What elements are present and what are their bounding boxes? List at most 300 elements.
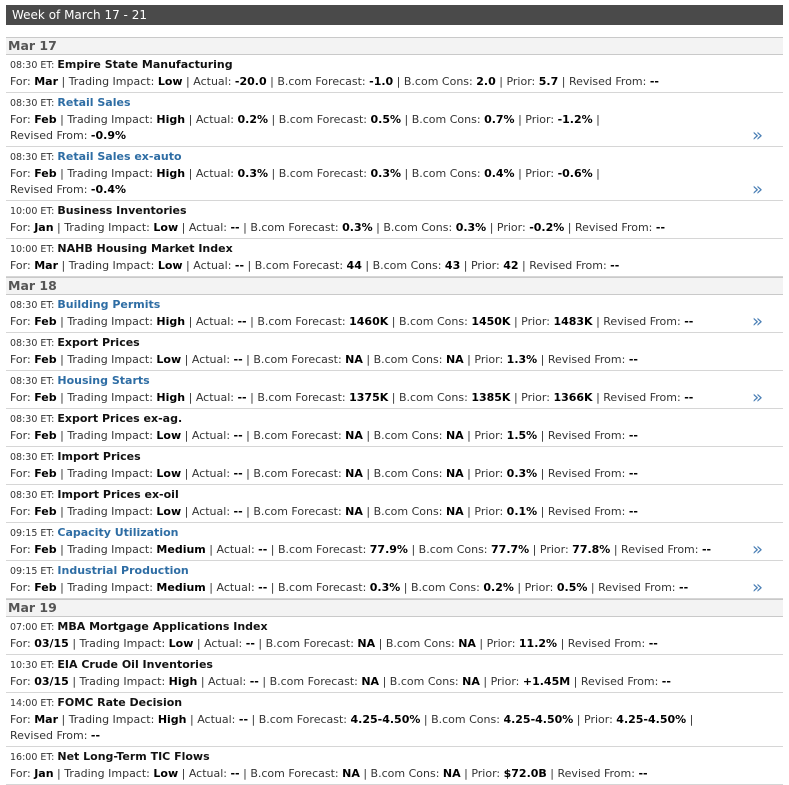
prior-label: Prior: — [490, 675, 523, 688]
forecast-value: 0.3% — [370, 167, 401, 180]
day-header: Mar 17 — [6, 37, 783, 55]
forecast-label: B.com Forecast: — [269, 675, 362, 688]
revised-label: Revised From: — [580, 675, 662, 688]
impact-label: Trading Impact: — [67, 167, 157, 180]
event-title-line — [10, 57, 739, 74]
revised-label: Revised From: — [529, 259, 611, 272]
cons-label: B.com Cons: — [372, 259, 445, 272]
revised-label: Revised From: — [568, 75, 650, 88]
forecast-label: B.com Forecast: — [278, 543, 370, 556]
for-value: Feb — [34, 543, 57, 556]
forecast-label: B.com Forecast: — [258, 713, 351, 726]
prior-label: Prior: — [525, 113, 558, 126]
event-title-line — [10, 203, 739, 220]
actual-label: Actual: — [188, 221, 231, 234]
revised-value: -- — [661, 675, 671, 688]
revised-value: -- — [684, 391, 694, 404]
event-row — [6, 333, 783, 371]
impact-label: Trading Impact: — [68, 75, 158, 88]
revised-value: -- — [649, 75, 659, 88]
actual-value: -- — [233, 467, 243, 480]
event-details: For: Feb | Trading Impact: Medium | Actual: -- | B.com Forecast: 77.9% | B.com Cons: 77.7% | Prior: 77.8% | Revised From: -- — [10, 543, 712, 556]
prior-label: Prior: — [474, 467, 507, 480]
consensus-value: 2.0 — [476, 75, 496, 88]
for-label: For: — [10, 581, 35, 594]
event-time: 10:30 ET: — [10, 660, 58, 671]
event-time: 08:30 ET: — [10, 490, 58, 501]
for-label: For: — [10, 505, 35, 518]
event-name: EIA Crude Oil Inventories — [57, 658, 213, 671]
revised-value: -- — [628, 353, 638, 366]
consensus-value: NA — [442, 767, 461, 780]
impact-value: Medium — [156, 581, 206, 594]
actual-label: Actual: — [191, 467, 234, 480]
impact-value: Medium — [156, 543, 206, 556]
revised-label: Revised From: — [547, 429, 629, 442]
impact-value: Low — [157, 75, 183, 88]
for-label: For: — [10, 221, 35, 234]
consensus-value: 0.3% — [455, 221, 487, 234]
impact-label: Trading Impact: — [67, 543, 157, 556]
revised-label: Revised From: — [603, 391, 685, 404]
revised-label: Revised From: — [547, 505, 629, 518]
forecast-value: NA — [357, 637, 376, 650]
impact-label: Trading Impact: — [64, 221, 154, 234]
forecast-label: B.com Forecast: — [257, 315, 350, 328]
for-label: For: — [10, 259, 35, 272]
actual-label: Actual: — [191, 505, 234, 518]
forecast-value: 44 — [346, 259, 362, 272]
impact-label: Trading Impact: — [67, 467, 157, 480]
event-name[interactable]: Capacity Utilization — [57, 526, 179, 539]
event-row — [6, 55, 783, 93]
cons-label: B.com Cons: — [370, 767, 443, 780]
forecast-label: B.com Forecast: — [257, 391, 350, 404]
revised-label: Revised From: — [557, 767, 639, 780]
event-row — [6, 295, 783, 333]
cons-label: B.com Cons: — [373, 353, 446, 366]
impact-value: Low — [156, 467, 182, 480]
event-title-line — [10, 525, 739, 542]
event-details: For: Mar | Trading Impact: Low | Actual: -- | B.com Forecast: 44 | B.com Cons: 43 | Prior: 42 | Revised From: -- — [10, 259, 620, 272]
impact-label: Trading Impact: — [67, 391, 157, 404]
cons-label: B.com Cons: — [411, 113, 485, 126]
cons-label: B.com Cons: — [398, 391, 472, 404]
cons-label: B.com Cons: — [411, 581, 484, 594]
revised-label: Revised From: — [547, 467, 629, 480]
impact-label: Trading Impact: — [79, 675, 169, 688]
actual-value: -- — [230, 767, 240, 780]
for-label: For: — [10, 315, 35, 328]
more-details-icon[interactable]: » — [751, 311, 763, 332]
revised-label: Revised From: — [10, 729, 91, 742]
actual-value: -- — [258, 581, 268, 594]
prior-label: Prior: — [496, 221, 530, 234]
consensus-value: NA — [458, 637, 476, 650]
impact-label: Trading Impact: — [67, 353, 157, 366]
event-time: 08:30 ET: — [10, 152, 58, 163]
impact-value: High — [156, 113, 186, 126]
event-row — [6, 93, 783, 147]
event-row — [6, 485, 783, 523]
event-name: Business Inventories — [57, 204, 187, 217]
forecast-value: 77.9% — [369, 543, 408, 556]
actual-value: -- — [230, 221, 240, 234]
prior-label: Prior: — [584, 713, 617, 726]
actual-label: Actual: — [188, 767, 231, 780]
for-value: Jan — [34, 767, 54, 780]
forecast-value: 0.3% — [369, 581, 401, 594]
consensus-value: NA — [445, 353, 464, 366]
revised-label: Revised From: — [547, 353, 629, 366]
actual-value: -20.0 — [234, 75, 267, 88]
event-title-line — [10, 149, 739, 166]
event-time: 10:00 ET: — [10, 206, 58, 217]
prior-value: 11.2% — [518, 637, 558, 650]
prior-value: 5.7 — [538, 75, 559, 88]
impact-value: Low — [157, 259, 183, 272]
prior-label: Prior: — [521, 315, 554, 328]
event-details: For: Feb | Trading Impact: High | Actual: 0.2% | B.com Forecast: 0.5% | B.com Cons: 0.7% | Prior: -1.2% | Revised From: -0.9% — [10, 113, 600, 142]
event-title-line — [10, 373, 739, 390]
impact-label: Trading Impact: — [67, 429, 157, 442]
event-time: 10:00 ET: — [10, 244, 58, 255]
prior-value: 0.3% — [506, 467, 538, 480]
revised-value: -- — [638, 767, 648, 780]
prior-label: Prior: — [474, 429, 507, 442]
event-time: 08:30 ET: — [10, 60, 58, 71]
revised-label: Revised From: — [603, 315, 685, 328]
impact-value: High — [156, 391, 186, 404]
prior-value: -1.2% — [557, 113, 593, 126]
more-details-icon[interactable]: » — [751, 179, 763, 200]
actual-label: Actual: — [216, 543, 259, 556]
forecast-value: NA — [345, 429, 363, 442]
event-details: For: Mar | Trading Impact: High | Actual: -- | B.com Forecast: 4.25-4.50% | B.com Cons: 4.25-4.50% | Prior: 4.25-4.50% | Revised From: -- — [10, 713, 694, 742]
for-label: For: — [10, 467, 35, 480]
event-name[interactable]: Building Permits — [57, 298, 161, 311]
cons-label: B.com Cons: — [431, 713, 504, 726]
consensus-value: 0.7% — [484, 113, 515, 126]
event-time: 16:00 ET: — [10, 752, 58, 763]
revised-label: Revised From: — [598, 581, 679, 594]
impact-label: Trading Impact: — [67, 315, 157, 328]
for-label: For: — [10, 353, 35, 366]
event-details: For: 03/15 | Trading Impact: Low | Actual: -- | B.com Forecast: NA | B.com Cons: NA | Prior: 11.2% | Revised From: -- — [10, 637, 658, 650]
for-label: For: — [10, 75, 35, 88]
prior-label: Prior: — [486, 637, 519, 650]
for-label: For: — [10, 675, 35, 688]
forecast-value: NA — [345, 353, 363, 366]
for-value: Feb — [34, 167, 57, 180]
event-row — [6, 147, 783, 201]
for-label: For: — [10, 713, 35, 726]
prior-value: 0.5% — [556, 581, 588, 594]
consensus-value: 1385K — [471, 391, 511, 404]
event-row — [6, 693, 783, 747]
actual-label: Actual: — [193, 259, 235, 272]
for-label: For: — [10, 113, 35, 126]
impact-label: Trading Impact: — [79, 637, 169, 650]
actual-label: Actual: — [193, 75, 235, 88]
prior-label: Prior: — [525, 167, 558, 180]
cons-label: B.com Cons: — [383, 221, 456, 234]
actual-label: Actual: — [195, 391, 238, 404]
revised-value: -- — [655, 221, 666, 234]
more-details-icon[interactable]: » — [751, 539, 763, 560]
prior-value: $72.0B — [503, 767, 547, 780]
actual-value: -- — [233, 353, 243, 366]
event-time: 09:15 ET: — [10, 566, 58, 577]
revised-value: -- — [628, 467, 638, 480]
for-label: For: — [10, 637, 35, 650]
for-value: Feb — [34, 315, 57, 328]
forecast-label: B.com Forecast: — [253, 353, 346, 366]
event-time: 08:30 ET: — [10, 376, 58, 387]
cons-label: B.com Cons: — [398, 315, 472, 328]
revised-value: -- — [701, 543, 712, 556]
more-details-icon[interactable]: » — [751, 577, 763, 598]
forecast-label: B.com Forecast: — [254, 259, 347, 272]
event-title-line — [10, 749, 739, 766]
more-details-icon[interactable]: » — [751, 387, 763, 408]
consensus-value: NA — [445, 429, 464, 442]
for-value: Jan — [34, 221, 54, 234]
impact-label: Trading Impact: — [67, 113, 157, 126]
cons-label: B.com Cons: — [418, 543, 492, 556]
consensus-value: NA — [445, 467, 464, 480]
forecast-label: B.com Forecast: — [250, 221, 343, 234]
event-details: For: Feb | Trading Impact: Low | Actual: -- | B.com Forecast: NA | B.com Cons: NA | Prior: 0.3% | Revised From: -- — [10, 467, 638, 480]
for-value: Feb — [34, 581, 57, 594]
impact-value: Low — [156, 505, 182, 518]
forecast-value: -1.0 — [369, 75, 394, 88]
forecast-label: B.com Forecast: — [253, 429, 346, 442]
event-name: MBA Mortgage Applications Index — [57, 620, 268, 633]
revised-value: -- — [679, 581, 689, 594]
event-title-line — [10, 241, 739, 258]
event-title-line — [10, 619, 739, 636]
impact-value: High — [156, 315, 186, 328]
impact-value: High — [156, 167, 186, 180]
actual-label: Actual: — [195, 315, 238, 328]
prior-value: 77.8% — [572, 543, 611, 556]
event-name[interactable]: Industrial Production — [57, 564, 189, 577]
forecast-label: B.com Forecast: — [250, 767, 343, 780]
forecast-value: NA — [342, 767, 360, 780]
consensus-value: 77.7% — [491, 543, 530, 556]
actual-label: Actual: — [191, 429, 234, 442]
event-title-line — [10, 411, 739, 428]
impact-label: Trading Impact: — [68, 713, 158, 726]
event-title-line — [10, 449, 739, 466]
prior-label: Prior: — [470, 259, 504, 272]
actual-value: -- — [249, 675, 259, 688]
revised-value: -- — [610, 259, 620, 272]
consensus-value: 4.25-4.50% — [503, 713, 574, 726]
revised-value: -- — [90, 729, 101, 742]
forecast-label: B.com Forecast: — [265, 637, 358, 650]
cons-label: B.com Cons: — [411, 167, 485, 180]
forecast-value: NA — [361, 675, 380, 688]
event-name: NAHB Housing Market Index — [57, 242, 233, 255]
actual-value: -- — [237, 315, 247, 328]
forecast-value: 1460K — [349, 315, 389, 328]
cons-label: B.com Cons: — [385, 637, 459, 650]
impact-value: Low — [156, 429, 182, 442]
impact-label: Trading Impact: — [68, 259, 158, 272]
prior-label: Prior: — [471, 767, 504, 780]
event-title-line — [10, 95, 739, 112]
more-details-icon[interactable]: » — [751, 125, 763, 146]
actual-value: -- — [258, 543, 268, 556]
impact-label: Trading Impact: — [67, 581, 157, 594]
for-value: Feb — [34, 429, 57, 442]
for-value: Mar — [34, 259, 58, 272]
event-time: 08:30 ET: — [10, 338, 58, 349]
event-name: Export Prices ex-ag. — [57, 412, 183, 425]
event-details: For: Jan | Trading Impact: Low | Actual: -- | B.com Forecast: 0.3% | B.com Cons: 0.3% | Prior: -0.2% | Revised From: -- — [10, 221, 666, 234]
actual-label: Actual: — [197, 713, 239, 726]
cons-label: B.com Cons: — [373, 505, 446, 518]
event-row — [6, 617, 783, 655]
for-label: For: — [10, 767, 35, 780]
for-value: Mar — [34, 75, 58, 88]
forecast-value: 0.3% — [342, 221, 373, 234]
actual-value: -- — [233, 505, 243, 518]
actual-label: Actual: — [216, 581, 259, 594]
event-name[interactable]: Retail Sales ex-auto — [57, 150, 182, 163]
actual-value: -- — [245, 637, 255, 650]
prior-value: 1366K — [553, 391, 593, 404]
event-name: Export Prices — [57, 336, 140, 349]
event-time: 07:00 ET: — [10, 622, 58, 633]
event-title-line — [10, 657, 739, 674]
prior-value: 0.1% — [506, 505, 538, 518]
for-label: For: — [10, 543, 35, 556]
economic-calendar — [6, 37, 783, 785]
prior-label: Prior: — [474, 505, 507, 518]
prior-value: 1483K — [553, 315, 593, 328]
revised-value: -- — [628, 505, 638, 518]
forecast-label: B.com Forecast: — [278, 113, 371, 126]
impact-value: Low — [168, 637, 194, 650]
impact-value: Low — [153, 767, 179, 780]
event-details: For: Feb | Trading Impact: High | Actual: -- | B.com Forecast: 1460K | B.com Cons: 1450K | Prior: 1483K | Revised From: -- — [10, 315, 694, 328]
event-row — [6, 655, 783, 693]
event-details: For: Feb | Trading Impact: Low | Actual: -- | B.com Forecast: NA | B.com Cons: NA | Prior: 1.5% | Revised From: -- — [10, 429, 638, 442]
actual-value: -- — [238, 713, 249, 726]
impact-value: Low — [156, 353, 182, 366]
forecast-value: NA — [345, 467, 363, 480]
revised-label: Revised From: — [10, 183, 91, 196]
event-row — [6, 447, 783, 485]
prior-label: Prior: — [521, 391, 554, 404]
revised-value: -- — [684, 315, 694, 328]
impact-label: Trading Impact: — [64, 767, 154, 780]
actual-value: 0.3% — [237, 167, 268, 180]
event-time: 08:30 ET: — [10, 98, 58, 109]
revised-label: Revised From: — [567, 637, 649, 650]
event-name[interactable]: Retail Sales — [57, 96, 131, 109]
event-details: For: Feb | Trading Impact: High | Actual: -- | B.com Forecast: 1375K | B.com Cons: 1385K | Prior: 1366K | Revised From: -- — [10, 391, 694, 404]
for-value: 03/15 — [34, 637, 69, 650]
prior-value: -0.2% — [529, 221, 565, 234]
event-time: 08:30 ET: — [10, 300, 58, 311]
actual-label: Actual: — [195, 113, 238, 126]
prior-label: Prior: — [474, 353, 507, 366]
event-title-line — [10, 487, 739, 504]
cons-label: B.com Cons: — [373, 467, 446, 480]
forecast-label: B.com Forecast: — [277, 75, 370, 88]
actual-value: -- — [233, 429, 243, 442]
forecast-label: B.com Forecast: — [278, 167, 371, 180]
forecast-label: B.com Forecast: — [253, 467, 346, 480]
consensus-value: 0.2% — [483, 581, 514, 594]
prior-value: +1.45M — [522, 675, 571, 688]
prior-value: 1.5% — [506, 429, 538, 442]
impact-value: High — [157, 713, 187, 726]
event-name: Import Prices — [57, 450, 141, 463]
impact-value: High — [168, 675, 198, 688]
for-label: For: — [10, 391, 35, 404]
revised-value: -- — [628, 429, 638, 442]
event-title-line — [10, 563, 739, 580]
prior-label: Prior: — [506, 75, 539, 88]
consensus-value: 43 — [444, 259, 461, 272]
revised-label: Revised From: — [574, 221, 656, 234]
event-title-line — [10, 335, 739, 352]
day-header: Mar 19 — [6, 599, 783, 617]
event-name[interactable]: Housing Starts — [57, 374, 150, 387]
event-name: Import Prices ex-oil — [57, 488, 179, 501]
week-header — [6, 5, 783, 25]
consensus-value: 0.4% — [484, 167, 515, 180]
week-title: Week of March 17 - 21 — [12, 8, 147, 22]
event-time: 14:00 ET: — [10, 698, 58, 709]
event-row — [6, 747, 783, 785]
consensus-value: 1450K — [471, 315, 511, 328]
actual-label: Actual: — [208, 675, 250, 688]
event-time: 09:15 ET: — [10, 528, 58, 539]
event-row — [6, 201, 783, 239]
prior-value: 4.25-4.50% — [616, 713, 687, 726]
impact-label: Trading Impact: — [67, 505, 157, 518]
event-details: For: Feb | Trading Impact: Low | Actual: -- | B.com Forecast: NA | B.com Cons: NA | Prior: 0.1% | Revised From: -- — [10, 505, 638, 518]
for-value: Feb — [34, 505, 57, 518]
for-value: Feb — [34, 353, 57, 366]
prior-value: 1.3% — [506, 353, 538, 366]
for-value: Feb — [34, 391, 57, 404]
event-name: FOMC Rate Decision — [57, 696, 183, 709]
revised-value: -0.4% — [90, 183, 126, 196]
event-details: For: Feb | Trading Impact: High | Actual: 0.3% | B.com Forecast: 0.3% | B.com Cons: 0.4% | Prior: -0.6% | Revised From: -0.4% — [10, 167, 600, 196]
forecast-value: 1375K — [349, 391, 389, 404]
event-details: For: Mar | Trading Impact: Low | Actual: -20.0 | B.com Forecast: -1.0 | B.com Cons: 2.0 | Prior: 5.7 | Revised From: -- — [10, 75, 659, 88]
event-time: 08:30 ET: — [10, 414, 58, 425]
event-details: For: Feb | Trading Impact: Low | Actual: -- | B.com Forecast: NA | B.com Cons: NA | Prior: 1.3% | Revised From: -- — [10, 353, 638, 366]
for-value: 03/15 — [34, 675, 69, 688]
forecast-value: 0.5% — [370, 113, 401, 126]
event-details: For: Feb | Trading Impact: Medium | Actual: -- | B.com Forecast: 0.3% | B.com Cons: 0.2% | Prior: 0.5% | Revised From: -- — [10, 581, 689, 594]
revised-label: Revised From: — [621, 543, 702, 556]
cons-label: B.com Cons: — [373, 429, 446, 442]
event-name: Empire State Manufacturing — [57, 58, 233, 71]
forecast-value: 4.25-4.50% — [350, 713, 421, 726]
cons-label: B.com Cons: — [403, 75, 477, 88]
event-title-line — [10, 695, 739, 712]
event-details: For: 03/15 | Trading Impact: High | Actual: -- | B.com Forecast: NA | B.com Cons: NA | Prior: +1.45M | Revised From: -- — [10, 675, 671, 688]
